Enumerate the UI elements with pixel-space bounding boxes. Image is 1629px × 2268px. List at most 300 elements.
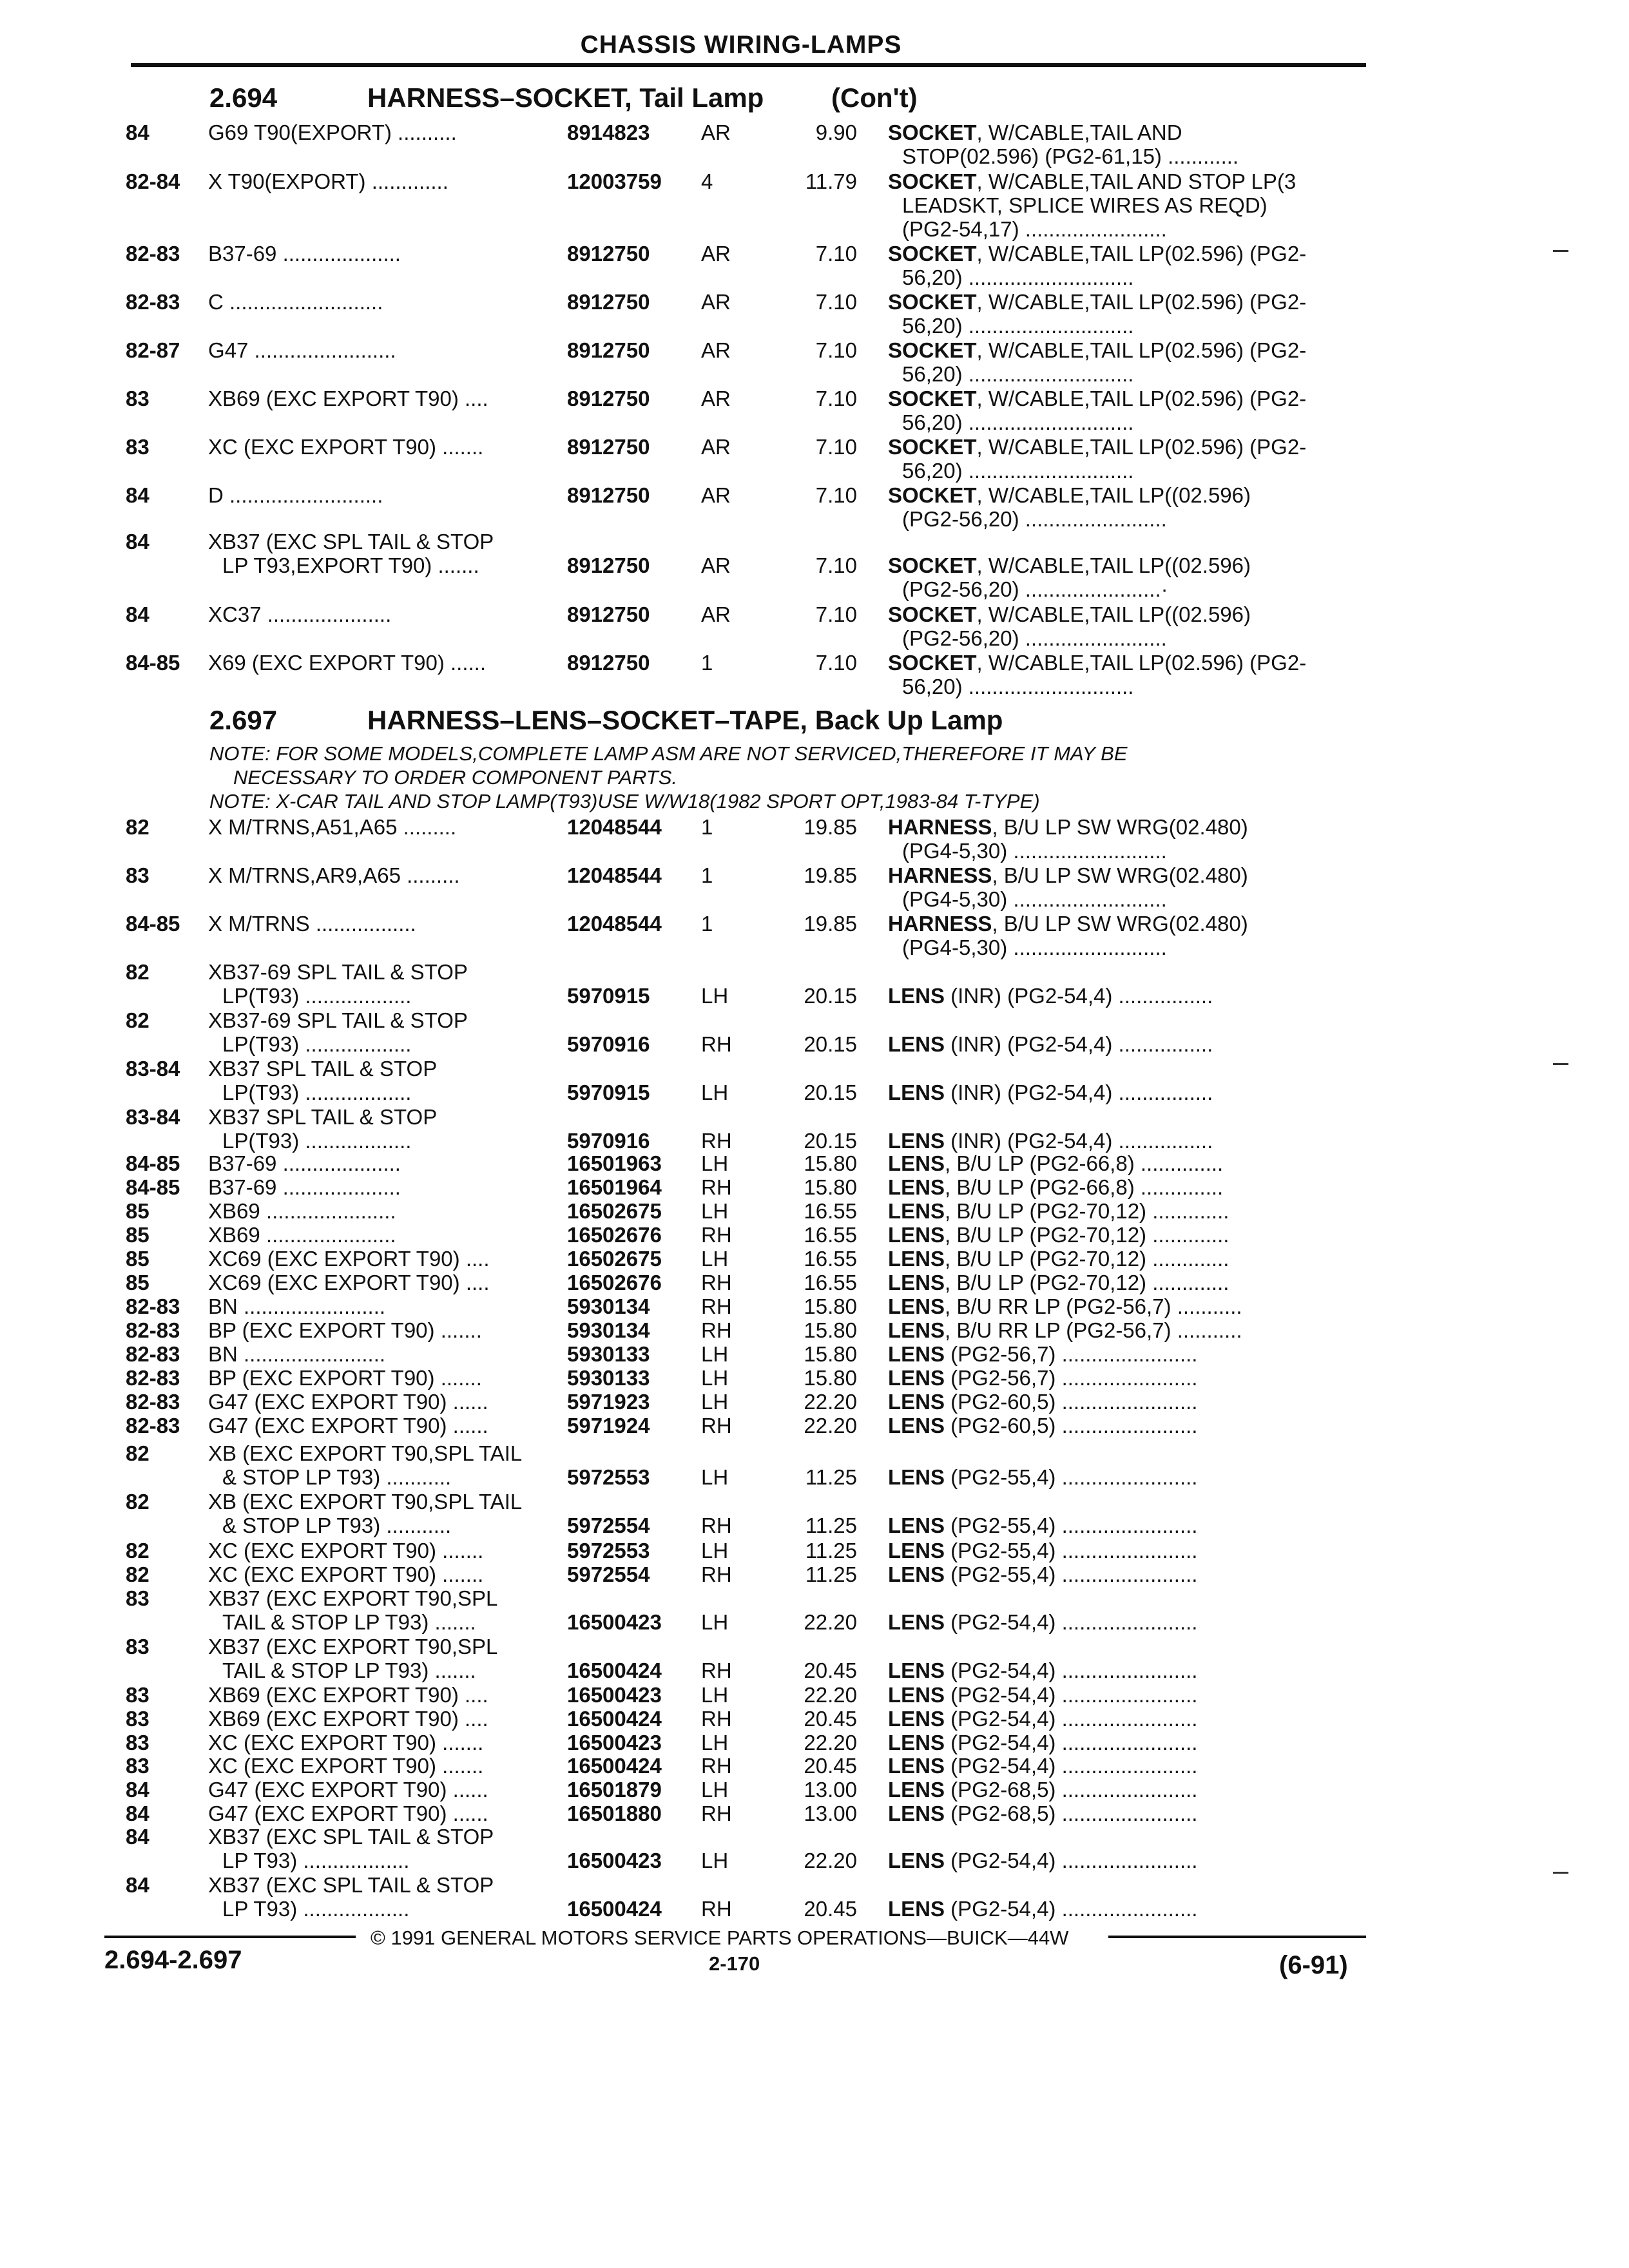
- price: 22.20: [804, 1610, 857, 1634]
- part-number: 12048544: [567, 912, 662, 936]
- part-description-cont: 56,20) ............................: [902, 314, 1134, 338]
- price: 7.10: [815, 290, 857, 314]
- model-year: 84: [126, 602, 149, 626]
- quantity: AR: [701, 553, 731, 577]
- price: 20.45: [804, 1754, 857, 1778]
- quantity: LH: [701, 1390, 729, 1414]
- part-number: 5972553: [567, 1465, 650, 1489]
- part-number: 16501879: [567, 1778, 662, 1802]
- part-number: 8912750: [567, 242, 650, 265]
- price: 7.10: [815, 651, 857, 675]
- part-number: 16502676: [567, 1271, 662, 1294]
- quantity: RH: [701, 1897, 732, 1921]
- model-year: 82: [126, 815, 149, 839]
- model-application: XB37 SPL TAIL & STOP: [208, 1105, 438, 1129]
- part-description: SOCKET, W/CABLE,TAIL LP(02.596) (PG2-: [888, 338, 1307, 362]
- part-number: 16500424: [567, 1754, 662, 1778]
- quantity: LH: [701, 1683, 729, 1707]
- model-application-cont: LP(T93) ..................: [222, 1032, 412, 1056]
- footer-section-range: 2.694-2.697: [104, 1946, 242, 1974]
- model-year: 82: [126, 1441, 149, 1465]
- model-application-cont: & STOP LP T93) ...........: [222, 1514, 452, 1537]
- model-year: 82-83: [126, 1318, 180, 1342]
- quantity: LH: [701, 1366, 729, 1390]
- part-description: HARNESS, B/U LP SW WRG(02.480): [888, 912, 1248, 936]
- part-number: 5930133: [567, 1366, 650, 1390]
- model-application: XB37 (EXC EXPORT T90,SPL: [208, 1635, 498, 1658]
- part-number: 12003759: [567, 169, 662, 193]
- quantity: RH: [701, 1294, 732, 1318]
- part-description: LENS (PG2-68,5) .......................: [888, 1778, 1198, 1802]
- model-application-cont: LP(T93) ..................: [222, 1129, 412, 1153]
- model-application: B37-69 ....................: [208, 1175, 401, 1199]
- quantity: RH: [701, 1032, 732, 1056]
- section-continued: (Con't): [831, 82, 918, 113]
- model-year: 82: [126, 1490, 149, 1514]
- part-description: SOCKET, W/CABLE,TAIL LP(02.596) (PG2-: [888, 290, 1307, 314]
- price: 11.25: [805, 1465, 857, 1489]
- price: 22.20: [804, 1414, 857, 1437]
- price: 16.55: [804, 1247, 857, 1271]
- quantity: RH: [701, 1514, 732, 1537]
- part-description: LENS, B/U RR LP (PG2-56,7) ...........: [888, 1294, 1242, 1318]
- quantity: RH: [701, 1562, 732, 1586]
- price: 16.55: [804, 1199, 857, 1223]
- part-description-cont: (PG2-56,20) ........................: [902, 507, 1167, 531]
- part-number: 5930134: [567, 1318, 650, 1342]
- model-application: XB69 (EXC EXPORT T90) ....: [208, 1683, 488, 1707]
- part-description: LENS (PG2-55,4) .......................: [888, 1465, 1198, 1489]
- model-year: 83: [126, 1754, 149, 1778]
- price: 11.79: [805, 169, 857, 193]
- part-number: 8912750: [567, 435, 650, 459]
- model-application: B37-69 ....................: [208, 1151, 401, 1175]
- part-number: 5971923: [567, 1390, 650, 1414]
- footer-rule-left: [104, 1936, 356, 1938]
- part-description: LENS (PG2-56,7) .......................: [888, 1366, 1198, 1390]
- price: 7.10: [815, 553, 857, 577]
- model-application: XB37 (EXC SPL TAIL & STOP: [208, 1825, 494, 1849]
- model-application-cont: & STOP LP T93) ...........: [222, 1465, 452, 1489]
- part-number: 16502675: [567, 1199, 662, 1223]
- model-year: 84-85: [126, 1175, 180, 1199]
- price: 7.10: [815, 602, 857, 626]
- quantity: LH: [701, 1151, 729, 1175]
- quantity: LH: [701, 1731, 729, 1754]
- part-number: 8912750: [567, 553, 650, 577]
- page-title: CHASSIS WIRING-LAMPS: [580, 31, 902, 59]
- part-description: LENS, B/U RR LP (PG2-56,7) ...........: [888, 1318, 1242, 1342]
- price: 22.20: [804, 1390, 857, 1414]
- part-number: 8912750: [567, 387, 650, 410]
- model-application: G69 T90(EXPORT) ..........: [208, 120, 457, 144]
- part-description-cont: LEADSKT, SPLICE WIRES AS REQD): [902, 193, 1268, 217]
- model-year: 85: [126, 1271, 149, 1294]
- part-description: LENS, B/U LP (PG2-70,12) .............: [888, 1223, 1229, 1247]
- price: 15.80: [804, 1294, 857, 1318]
- part-number: 12048544: [567, 863, 662, 887]
- model-year: 84: [126, 530, 149, 553]
- part-number: 16500423: [567, 1849, 662, 1872]
- part-description: SOCKET, W/CABLE,TAIL AND STOP LP(3: [888, 169, 1296, 193]
- part-description: LENS (PG2-68,5) .......................: [888, 1802, 1198, 1825]
- model-year: 83: [126, 1731, 149, 1754]
- part-description: SOCKET, W/CABLE,TAIL LP((02.596): [888, 602, 1251, 626]
- part-description: SOCKET, W/CABLE,TAIL LP(02.596) (PG2-: [888, 435, 1307, 459]
- part-description: LENS, B/U LP (PG2-66,8) ..............: [888, 1151, 1224, 1175]
- part-number: 8912750: [567, 483, 650, 507]
- model-application: G47 (EXC EXPORT T90) ......: [208, 1414, 488, 1437]
- part-description-cont: (PG2-54,17) ........................: [902, 217, 1167, 241]
- price: 13.00: [804, 1778, 857, 1802]
- part-description: LENS (INR) (PG2-54,4) ................: [888, 984, 1213, 1008]
- model-year: 83: [126, 1635, 149, 1658]
- part-number: 8912750: [567, 338, 650, 362]
- quantity: AR: [701, 387, 731, 410]
- quantity: 1: [701, 815, 713, 839]
- model-application: XB69 (EXC EXPORT T90) ....: [208, 1707, 488, 1731]
- quantity: AR: [701, 435, 731, 459]
- price: 20.15: [804, 984, 857, 1008]
- model-year: 84: [126, 483, 149, 507]
- quantity: AR: [701, 290, 731, 314]
- part-description: LENS (PG2-55,4) .......................: [888, 1562, 1198, 1586]
- part-description: SOCKET, W/CABLE,TAIL LP(02.596) (PG2-: [888, 242, 1307, 265]
- price: 19.85: [804, 863, 857, 887]
- model-year: 83: [126, 387, 149, 410]
- margin-mark: [1553, 1063, 1568, 1065]
- footer-page-number: 2-170: [709, 1952, 760, 1975]
- part-description: LENS (PG2-56,7) .......................: [888, 1342, 1198, 1366]
- part-number: 5970916: [567, 1129, 650, 1153]
- model-application: G47 ........................: [208, 338, 396, 362]
- model-application: X M/TRNS,A51,A65 .........: [208, 815, 457, 839]
- model-year: 83: [126, 1586, 149, 1610]
- price: 22.20: [804, 1683, 857, 1707]
- price: 19.85: [804, 815, 857, 839]
- price: 15.80: [804, 1318, 857, 1342]
- model-year: 83: [126, 435, 149, 459]
- price: 7.10: [815, 242, 857, 265]
- model-application: XC (EXC EXPORT T90) .......: [208, 435, 484, 459]
- header-rule: [131, 63, 1366, 67]
- model-application: XB37 (EXC EXPORT T90,SPL: [208, 1586, 498, 1610]
- model-application-cont: LP(T93) ..................: [222, 1081, 412, 1104]
- price: 19.85: [804, 912, 857, 936]
- quantity: RH: [701, 1271, 732, 1294]
- part-number: 16500423: [567, 1683, 662, 1707]
- model-application: XB37-69 SPL TAIL & STOP: [208, 1008, 468, 1032]
- note-line: NOTE: FOR SOME MODELS,COMPLETE LAMP ASM ARE NOT SERVICED,THEREFORE IT MAY BE: [209, 742, 1128, 765]
- quantity: LH: [701, 1539, 729, 1562]
- quantity: RH: [701, 1223, 732, 1247]
- quantity: 4: [701, 169, 713, 193]
- model-application-cont: LP T93) ..................: [222, 1849, 410, 1872]
- model-year: 82: [126, 1539, 149, 1562]
- part-description: LENS (PG2-54,4) .......................: [888, 1731, 1198, 1754]
- quantity: LH: [701, 1465, 729, 1489]
- model-year: 84: [126, 1802, 149, 1825]
- model-application: XB69 ......................: [208, 1199, 396, 1223]
- part-number: 5970915: [567, 1081, 650, 1104]
- model-application: XB37 (EXC SPL TAIL & STOP: [208, 530, 494, 553]
- part-description-cont: (PG4-5,30) ..........................: [902, 887, 1167, 911]
- quantity: LH: [701, 1199, 729, 1223]
- price: 15.80: [804, 1151, 857, 1175]
- part-number: 16501880: [567, 1802, 662, 1825]
- model-year: 82-83: [126, 1342, 180, 1366]
- part-description: LENS (PG2-60,5) .......................: [888, 1390, 1198, 1414]
- part-number: 8912750: [567, 290, 650, 314]
- model-application: BP (EXC EXPORT T90) .......: [208, 1366, 482, 1390]
- model-year: 83: [126, 1683, 149, 1707]
- part-description: LENS, B/U LP (PG2-66,8) ..............: [888, 1175, 1224, 1199]
- model-application: X69 (EXC EXPORT T90) ......: [208, 651, 486, 675]
- model-application-cont: TAIL & STOP LP T93) .......: [222, 1610, 476, 1634]
- model-application-cont: TAIL & STOP LP T93) .......: [222, 1658, 476, 1682]
- part-description: LENS (PG2-54,4) .......................: [888, 1754, 1198, 1778]
- part-number: 16500424: [567, 1658, 662, 1682]
- price: 20.45: [804, 1897, 857, 1921]
- footer-rule-right: [1108, 1936, 1366, 1938]
- quantity: AR: [701, 483, 731, 507]
- model-application: XB37-69 SPL TAIL & STOP: [208, 960, 468, 984]
- quantity: RH: [701, 1318, 732, 1342]
- model-application: XC69 (EXC EXPORT T90) ....: [208, 1271, 490, 1294]
- model-application: XB69 ......................: [208, 1223, 396, 1247]
- price: 20.45: [804, 1707, 857, 1731]
- margin-mark: [1553, 1872, 1568, 1874]
- note-line: NECESSARY TO ORDER COMPONENT PARTS.: [233, 766, 678, 789]
- part-description-cont: (PG2-56,20) ........................: [902, 626, 1167, 650]
- model-year: 84-85: [126, 1151, 180, 1175]
- model-application: C ..........................: [208, 290, 383, 314]
- model-application: XC (EXC EXPORT T90) .......: [208, 1539, 484, 1562]
- footer-date-code: (6-91): [1279, 1951, 1348, 1979]
- price: 16.55: [804, 1223, 857, 1247]
- price: 11.25: [805, 1539, 857, 1562]
- price: 13.00: [804, 1802, 857, 1825]
- model-application: G47 (EXC EXPORT T90) ......: [208, 1390, 488, 1414]
- model-application: BN ........................: [208, 1294, 386, 1318]
- part-number: 16500423: [567, 1731, 662, 1754]
- model-application: XB (EXC EXPORT T90,SPL TAIL: [208, 1490, 523, 1514]
- part-description: LENS (PG2-60,5) .......................: [888, 1414, 1198, 1437]
- section-title: HARNESS–LENS–SOCKET–TAPE, Back Up Lamp: [367, 705, 1003, 735]
- model-year: 84-85: [126, 651, 180, 675]
- part-description: SOCKET, W/CABLE,TAIL AND: [888, 120, 1182, 144]
- part-description: LENS (PG2-55,4) .......................: [888, 1514, 1198, 1537]
- part-number: 8914823: [567, 120, 650, 144]
- note-line: NOTE: X-CAR TAIL AND STOP LAMP(T93)USE W/W18(1982 SPORT OPT,1983-84 T-TYPE): [209, 790, 1040, 812]
- part-description: SOCKET, W/CABLE,TAIL LP(02.596) (PG2-: [888, 387, 1307, 410]
- part-description: LENS (PG2-54,4) .......................: [888, 1707, 1198, 1731]
- quantity: AR: [701, 338, 731, 362]
- model-year: 82: [126, 1562, 149, 1586]
- model-application: XC (EXC EXPORT T90) .......: [208, 1562, 484, 1586]
- price: 16.55: [804, 1271, 857, 1294]
- part-number: 16502675: [567, 1247, 662, 1271]
- price: 20.15: [804, 1081, 857, 1104]
- model-application: XC69 (EXC EXPORT T90) ....: [208, 1247, 490, 1271]
- model-year: 82-87: [126, 338, 180, 362]
- part-description: SOCKET, W/CABLE,TAIL LP((02.596): [888, 483, 1251, 507]
- quantity: RH: [701, 1175, 732, 1199]
- quantity: RH: [701, 1707, 732, 1731]
- part-number: 5972553: [567, 1539, 650, 1562]
- part-number: 8912750: [567, 651, 650, 675]
- price: 7.10: [815, 483, 857, 507]
- quantity: RH: [701, 1414, 732, 1437]
- model-year: 83-84: [126, 1057, 180, 1081]
- model-application: XB69 (EXC EXPORT T90) ....: [208, 387, 488, 410]
- part-description-cont: 56,20) ............................: [902, 265, 1134, 289]
- part-number: 16500423: [567, 1610, 662, 1634]
- model-year: 82-83: [126, 1366, 180, 1390]
- model-application: XC (EXC EXPORT T90) .......: [208, 1731, 484, 1754]
- margin-mark: [1553, 250, 1568, 252]
- price: 15.80: [804, 1175, 857, 1199]
- model-year: 82: [126, 1008, 149, 1032]
- quantity: RH: [701, 1802, 732, 1825]
- price: 15.80: [804, 1366, 857, 1390]
- quantity: RH: [701, 1658, 732, 1682]
- part-description: LENS, B/U LP (PG2-70,12) .............: [888, 1271, 1229, 1294]
- quantity: 1: [701, 863, 713, 887]
- model-application: XB37 (EXC SPL TAIL & STOP: [208, 1873, 494, 1897]
- part-description-cont: 56,20) ............................: [902, 459, 1134, 483]
- price: 22.20: [804, 1849, 857, 1872]
- quantity: LH: [701, 1081, 729, 1104]
- model-application: X M/TRNS .................: [208, 912, 416, 936]
- price: 11.25: [805, 1514, 857, 1537]
- part-number: 12048544: [567, 815, 662, 839]
- quantity: LH: [701, 1342, 729, 1366]
- model-year: 82-84: [126, 169, 180, 193]
- model-year: 82-83: [126, 1294, 180, 1318]
- part-description: LENS (PG2-54,4) .......................: [888, 1658, 1198, 1682]
- part-description: LENS, B/U LP (PG2-70,12) .............: [888, 1199, 1229, 1223]
- footer-copyright: © 1991 GENERAL MOTORS SERVICE PARTS OPERATIONS—BUICK—44W: [371, 1927, 1069, 1949]
- section-number: 2.694: [209, 82, 278, 113]
- part-number: 5971924: [567, 1414, 650, 1437]
- model-year: 82-83: [126, 242, 180, 265]
- model-year: 82-83: [126, 1414, 180, 1437]
- price: 7.10: [815, 338, 857, 362]
- price: 11.25: [805, 1562, 857, 1586]
- model-application: BN ........................: [208, 1342, 386, 1366]
- model-year: 82-83: [126, 290, 180, 314]
- part-description-cont: STOP(02.596) (PG2-61,15) ............: [902, 144, 1239, 168]
- part-description: LENS (INR) (PG2-54,4) ................: [888, 1032, 1213, 1056]
- model-year: 82: [126, 960, 149, 984]
- price: 22.20: [804, 1731, 857, 1754]
- model-year: 84: [126, 120, 149, 144]
- model-application: XB (EXC EXPORT T90,SPL TAIL: [208, 1441, 523, 1465]
- price: 9.90: [815, 120, 857, 144]
- part-description-cont: 56,20) ............................: [902, 410, 1134, 434]
- section-title: HARNESS–SOCKET, Tail Lamp: [367, 82, 764, 113]
- part-number: 16500424: [567, 1707, 662, 1731]
- model-year: 85: [126, 1199, 149, 1223]
- part-description: LENS (INR) (PG2-54,4) ................: [888, 1081, 1213, 1104]
- part-number: 16501964: [567, 1175, 662, 1199]
- model-application: B37-69 ....................: [208, 242, 401, 265]
- model-year: 83: [126, 863, 149, 887]
- price: 15.80: [804, 1342, 857, 1366]
- part-description: LENS (PG2-54,4) .......................: [888, 1610, 1198, 1634]
- quantity: LH: [701, 1849, 729, 1872]
- quantity: RH: [701, 1129, 732, 1153]
- part-description: LENS (PG2-55,4) .......................: [888, 1539, 1198, 1562]
- model-year: 84: [126, 1825, 149, 1849]
- part-description-cont: 56,20) ............................: [902, 362, 1134, 386]
- part-number: 5930134: [567, 1294, 650, 1318]
- part-description: HARNESS, B/U LP SW WRG(02.480): [888, 863, 1248, 887]
- price: 7.10: [815, 387, 857, 410]
- part-description: SOCKET, W/CABLE,TAIL LP(02.596) (PG2-: [888, 651, 1307, 675]
- part-number: 8912750: [567, 602, 650, 626]
- model-application: X M/TRNS,AR9,A65 .........: [208, 863, 460, 887]
- model-application: G47 (EXC EXPORT T90) ......: [208, 1778, 488, 1802]
- model-year: 83: [126, 1707, 149, 1731]
- price: 20.45: [804, 1658, 857, 1682]
- part-description: SOCKET, W/CABLE,TAIL LP((02.596): [888, 553, 1251, 577]
- part-number: 16502676: [567, 1223, 662, 1247]
- part-number: 16500424: [567, 1897, 662, 1921]
- price: 20.15: [804, 1129, 857, 1153]
- part-description: HARNESS, B/U LP SW WRG(02.480): [888, 815, 1248, 839]
- model-year: 84: [126, 1778, 149, 1802]
- part-description-cont: 56,20) ............................: [902, 675, 1134, 698]
- model-year: 85: [126, 1247, 149, 1271]
- model-year: 84-85: [126, 912, 180, 936]
- quantity: LH: [701, 1247, 729, 1271]
- model-application: XC (EXC EXPORT T90) .......: [208, 1754, 484, 1778]
- part-description-cont: (PG4-5,30) ..........................: [902, 839, 1167, 863]
- model-application: X T90(EXPORT) .............: [208, 169, 448, 193]
- part-description-cont: (PG4-5,30) ..........................: [902, 936, 1167, 959]
- model-year: 82-83: [126, 1390, 180, 1414]
- part-number: 5930133: [567, 1342, 650, 1366]
- part-description: LENS, B/U LP (PG2-70,12) .............: [888, 1247, 1229, 1271]
- part-description: LENS (PG2-54,4) .......................: [888, 1683, 1198, 1707]
- part-description: LENS (INR) (PG2-54,4) ................: [888, 1129, 1213, 1153]
- price: 7.10: [815, 435, 857, 459]
- part-number: 5970916: [567, 1032, 650, 1056]
- quantity: 1: [701, 651, 713, 675]
- quantity: 1: [701, 912, 713, 936]
- part-number: 5972554: [567, 1562, 650, 1586]
- model-year: 84: [126, 1873, 149, 1897]
- quantity: AR: [701, 242, 731, 265]
- part-description-cont: (PG2-56,20) .......................·: [902, 577, 1168, 601]
- model-year: 85: [126, 1223, 149, 1247]
- model-application: XB37 SPL TAIL & STOP: [208, 1057, 438, 1081]
- quantity: LH: [701, 984, 729, 1008]
- model-year: 83-84: [126, 1105, 180, 1129]
- model-application-cont: LP(T93) ..................: [222, 984, 412, 1008]
- model-application-cont: LP T93) ..................: [222, 1897, 410, 1921]
- model-application: G47 (EXC EXPORT T90) ......: [208, 1802, 488, 1825]
- part-number: 16501963: [567, 1151, 662, 1175]
- price: 20.15: [804, 1032, 857, 1056]
- quantity: RH: [701, 1754, 732, 1778]
- model-application-cont: LP T93,EXPORT T90) .......: [222, 553, 479, 577]
- section-number: 2.697: [209, 705, 278, 735]
- quantity: AR: [701, 602, 731, 626]
- part-description: LENS (PG2-54,4) .......................: [888, 1897, 1198, 1921]
